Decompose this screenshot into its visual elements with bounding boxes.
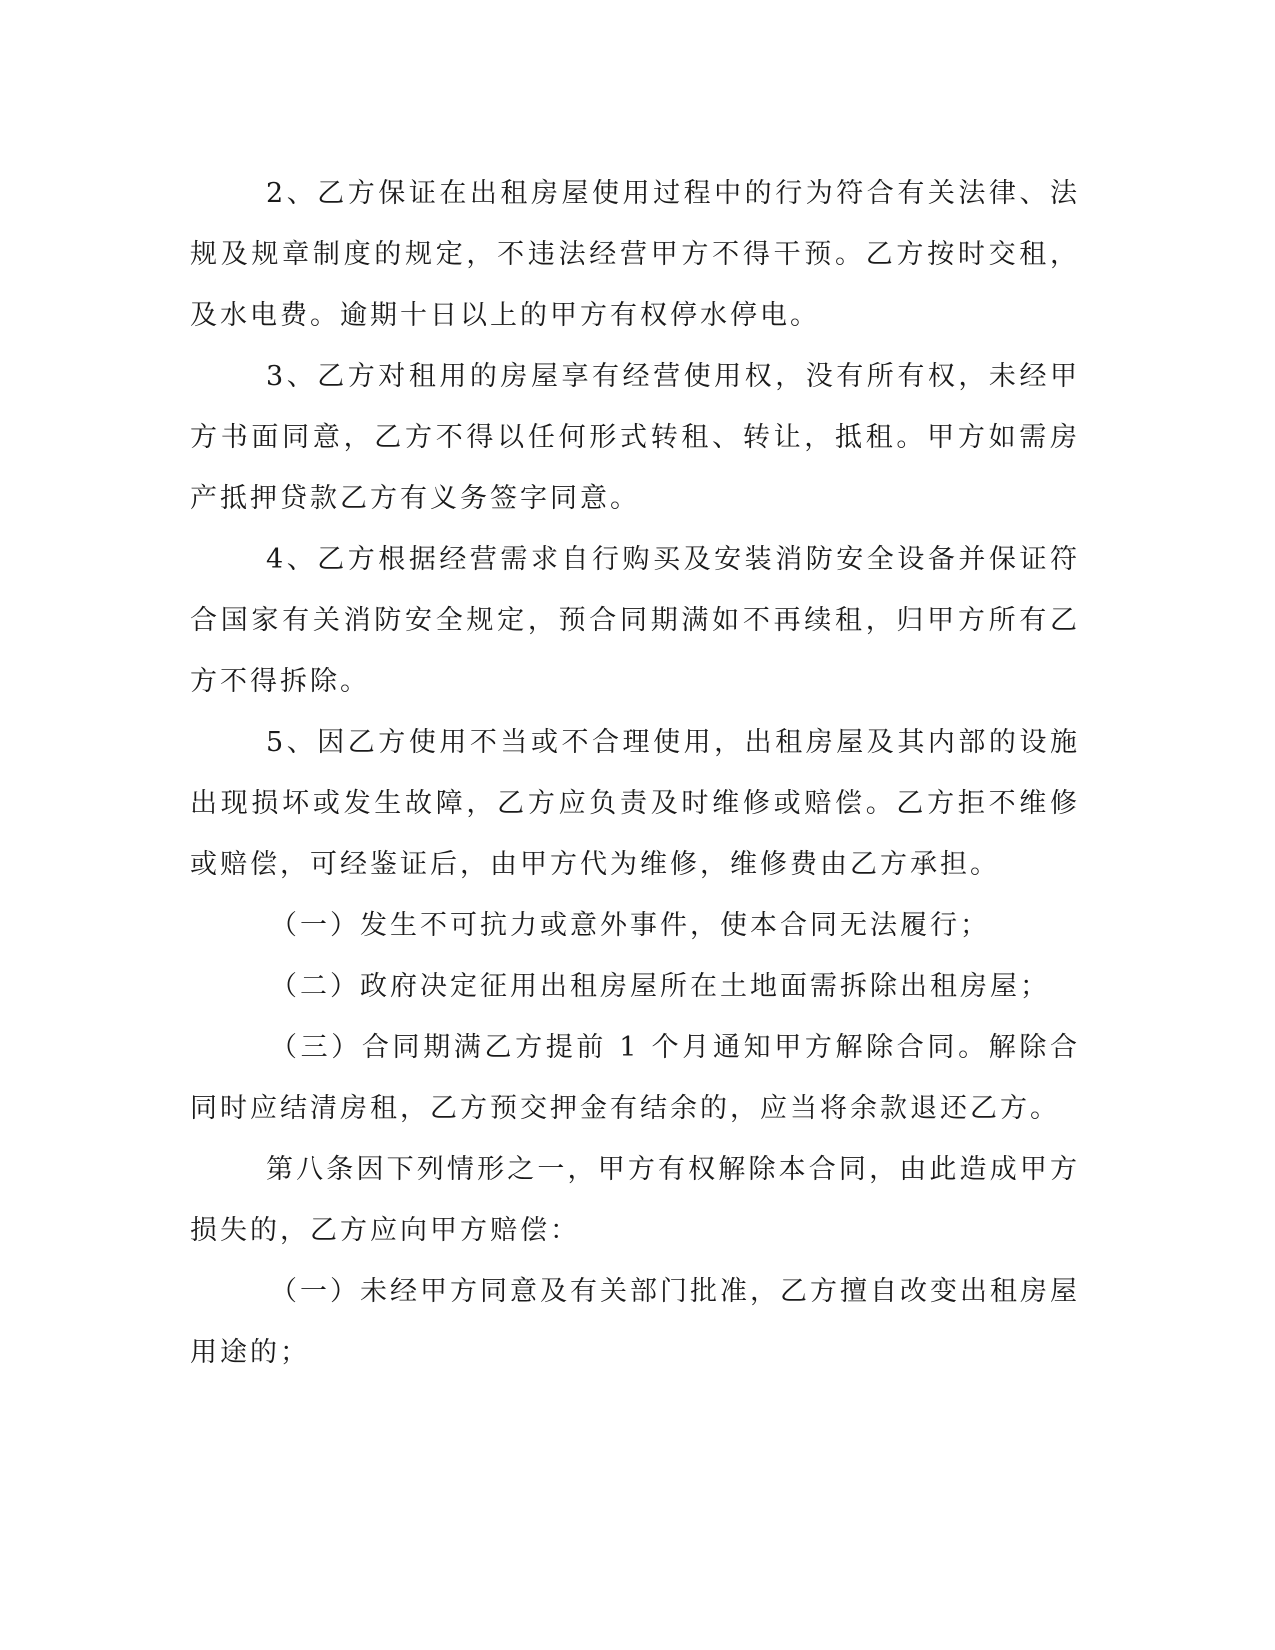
article-8-item-1-paragraph: （一）未经甲方同意及有关部门批准，乙方擅自改变出租房屋用途的； (190, 1276, 1080, 1368)
clause-5-paragraph: 5、因乙方使用不当或不合理使用，出租房屋及其内部的设施出现损坏或发生故障，乙方应负责及时维修或赔偿。乙方拒不维修或赔偿，可经鉴证后，由甲方代为维修，维修费由乙方承担。 (190, 727, 1080, 880)
clause-3-paragraph: 3、乙方对租用的房屋享有经营使用权，没有所有权，未经甲方书面同意，乙方不得以任何形式转租、转让，抵租。甲方如需房产抵押贷款乙方有义务签字同意。 (190, 361, 1080, 514)
sub-item-1-paragraph: （一）发生不可抗力或意外事件，使本合同无法履行； (270, 910, 990, 941)
sub-item-3-paragraph: （三）合同期满乙方提前 1 个月通知甲方解除合同。解除合同时应结清房租，乙方预交押金有结余的，应当将余款退还乙方。 (190, 1032, 1080, 1124)
sub-item-2-paragraph: （二）政府决定征用出租房屋所在土地面需拆除出租房屋； (270, 971, 1050, 1002)
document-body (190, 163, 1080, 1383)
article-8-paragraph: 第八条因下列情形之一，甲方有权解除本合同，由此造成甲方损失的，乙方应向甲方赔偿： (190, 1154, 1080, 1246)
clause-4-paragraph: 4、乙方根据经营需求自行购买及安装消防安全设备并保证符合国家有关消防安全规定，预合同期满如不再续租，归甲方所有乙方不得拆除。 (190, 544, 1080, 697)
clause-2-paragraph: 2、乙方保证在出租房屋使用过程中的行为符合有关法律、法规及规章制度的规定，不违法经营甲方不得干预。乙方按时交租，及水电费。逾期十日以上的甲方有权停水停电。 (190, 178, 1080, 331)
